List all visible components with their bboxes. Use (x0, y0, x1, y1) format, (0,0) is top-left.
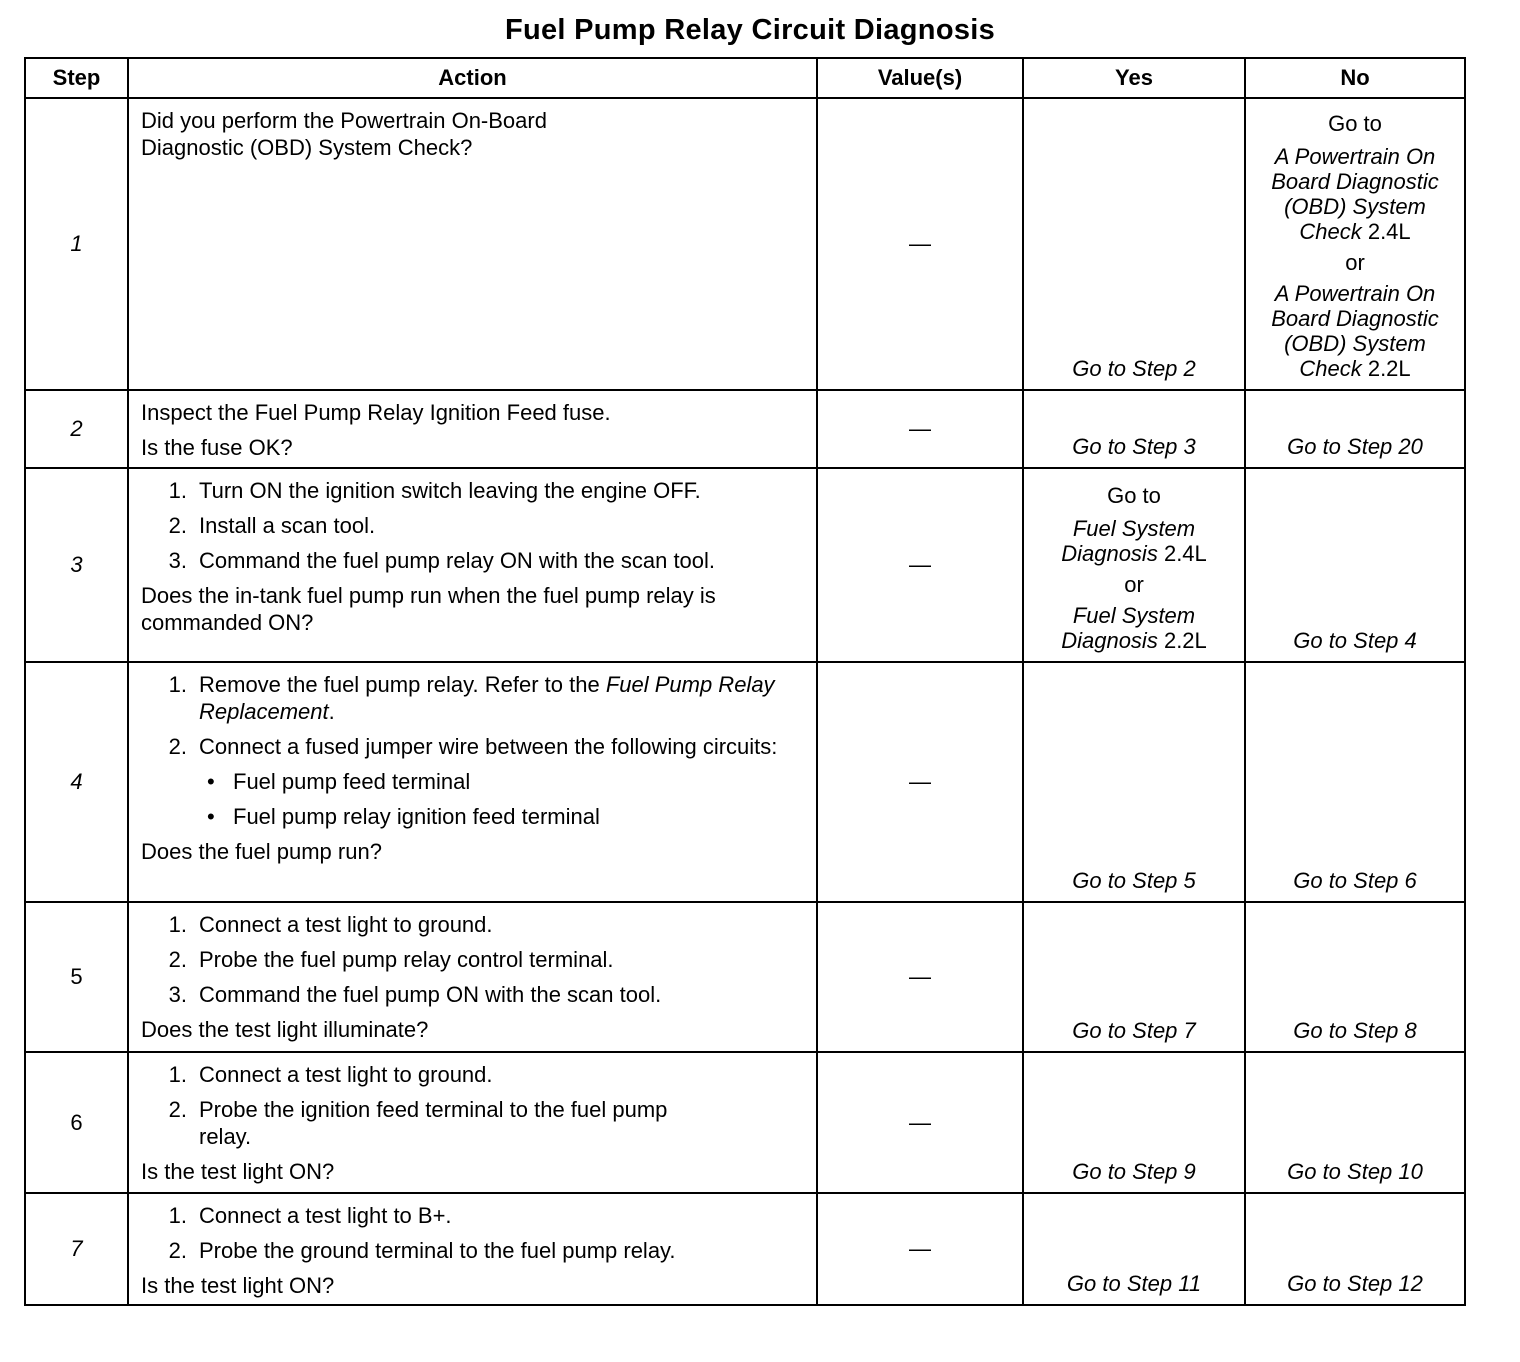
yes-cell (1023, 1193, 1245, 1305)
diagnosis-table (24, 57, 1466, 1306)
table-row (25, 468, 1465, 662)
list-item: 3. Command the fuel pump ON with the scan tool. (168, 982, 662, 1007)
go-to-label: Go to (1328, 111, 1382, 136)
value-cell: — (817, 98, 1023, 390)
value-cell: — (817, 468, 1023, 662)
no-cell (1245, 468, 1465, 662)
action-cell (128, 390, 817, 468)
step-number: 4 (25, 662, 128, 902)
value-cell: — (817, 662, 1023, 902)
action-text: Inspect the Fuel Pump Relay Ignition Feed fuse. (141, 400, 611, 425)
value-cell: — (817, 1052, 1023, 1193)
list-item: 1. Turn ON the ignition switch leaving the engine OFF. (168, 478, 701, 503)
list-item: 1. Remove the fuel pump relay. Refer to the Fuel Pump Relay Replacement. (168, 672, 775, 724)
value-cell: — (817, 902, 1023, 1052)
action-question: Did you perform the Powertrain On-Board Diagnostic (OBD) System Check? (141, 108, 547, 160)
header-action: Action (128, 58, 817, 98)
value-cell: — (817, 1193, 1023, 1305)
cross-reference-link[interactable]: Fuel System Diagnosis 2.2L (1061, 603, 1207, 653)
go-to-step-link[interactable]: Go to Step 10 (1287, 1159, 1423, 1184)
page-title: Fuel Pump Relay Circuit Diagnosis (504, 14, 996, 46)
list-item: 2. Probe the ignition feed terminal to the fuel pump relay. (168, 1097, 668, 1149)
go-to-label: Go to (1107, 483, 1161, 508)
list-item: 2. Install a scan tool. (168, 513, 376, 538)
yes-cell (1023, 1052, 1245, 1193)
list-item: 1. Connect a test light to B+. (168, 1203, 452, 1228)
header-values: Value(s) (817, 58, 1023, 98)
go-to-step-link[interactable]: Go to Step 7 (1072, 1018, 1196, 1043)
table-row (25, 390, 1465, 468)
table-row (25, 662, 1465, 902)
no-cell (1245, 662, 1465, 902)
step-number: 6 (25, 1052, 128, 1193)
go-to-step-link[interactable]: Go to Step 8 (1293, 1018, 1417, 1043)
header-step: Step (25, 58, 128, 98)
table-row (25, 1193, 1465, 1305)
or-label: or (1124, 572, 1144, 597)
table-row (25, 1052, 1465, 1193)
action-cell (128, 98, 817, 390)
step-number: 1 (25, 98, 128, 390)
yes-cell (1023, 902, 1245, 1052)
list-item: 2. Connect a fused jumper wire between the following circuits: (168, 734, 778, 759)
action-question: Is the test light ON? (141, 1159, 335, 1184)
no-cell (1245, 1052, 1465, 1193)
list-item: 3. Command the fuel pump relay ON with the scan tool. (168, 548, 716, 573)
value-cell: — (817, 390, 1023, 468)
action-cell (128, 662, 817, 902)
yes-cell (1023, 98, 1245, 390)
cross-reference-link[interactable]: A Powertrain On Board Diagnostic (OBD) System Check 2.4L (1271, 144, 1439, 244)
action-cell (128, 902, 817, 1052)
step-number: 5 (25, 902, 128, 1052)
go-to-step-link[interactable]: Go to Step 9 (1072, 1159, 1196, 1184)
step-number: 3 (25, 468, 128, 662)
go-to-step-link[interactable]: Go to Step 11 (1066, 1271, 1202, 1296)
go-to-step-link[interactable]: Go to Step 20 (1287, 434, 1423, 459)
list-item: 2. Probe the ground terminal to the fuel pump relay. (168, 1238, 676, 1263)
go-to-step-link[interactable]: Go to Step 2 (1072, 356, 1196, 381)
step-number: 2 (25, 390, 128, 468)
header-no: No (1245, 58, 1465, 98)
no-cell (1245, 390, 1465, 468)
list-item: 1. Connect a test light to ground. (168, 912, 493, 937)
cross-reference-link[interactable]: Fuel Pump Relay Replacement (199, 672, 775, 724)
cross-reference-link[interactable]: Fuel System Diagnosis 2.4L (1061, 516, 1207, 566)
list-item: 1. Connect a test light to ground. (168, 1062, 493, 1087)
yes-cell (1023, 390, 1245, 468)
go-to-step-link[interactable]: Go to Step 4 (1293, 628, 1417, 653)
action-question: Does the fuel pump run? (141, 839, 382, 864)
yes-cell (1023, 468, 1245, 662)
step-number: 7 (25, 1193, 128, 1305)
header-yes: Yes (1023, 58, 1245, 98)
go-to-step-link[interactable]: Go to Step 6 (1293, 868, 1417, 893)
cross-reference-link[interactable]: A Powertrain On Board Diagnostic (OBD) System Check 2.2L (1271, 281, 1439, 381)
no-cell (1245, 98, 1465, 390)
list-item: 2. Probe the fuel pump relay control terminal. (168, 947, 614, 972)
bullet-item: • Fuel pump feed terminal (207, 769, 471, 794)
go-to-step-link[interactable]: Go to Step 5 (1072, 868, 1196, 893)
action-cell (128, 1193, 817, 1305)
action-question: Does the test light illuminate? (141, 1017, 429, 1042)
or-label: or (1345, 250, 1365, 275)
action-question: Is the fuse OK? (141, 435, 293, 460)
table-row (25, 902, 1465, 1052)
bullet-item: • Fuel pump relay ignition feed terminal (207, 804, 600, 829)
table-row (25, 98, 1465, 390)
action-cell (128, 1052, 817, 1193)
header-row (25, 58, 1465, 98)
action-question: Does the in-tank fuel pump run when the fuel pump relay is commanded ON? (141, 583, 716, 635)
no-cell (1245, 1193, 1465, 1305)
yes-cell (1023, 662, 1245, 902)
action-question: Is the test light ON? (141, 1273, 335, 1298)
action-cell (128, 468, 817, 662)
go-to-step-link[interactable]: Go to Step 12 (1287, 1271, 1423, 1296)
no-cell (1245, 902, 1465, 1052)
go-to-step-link[interactable]: Go to Step 3 (1072, 434, 1196, 459)
